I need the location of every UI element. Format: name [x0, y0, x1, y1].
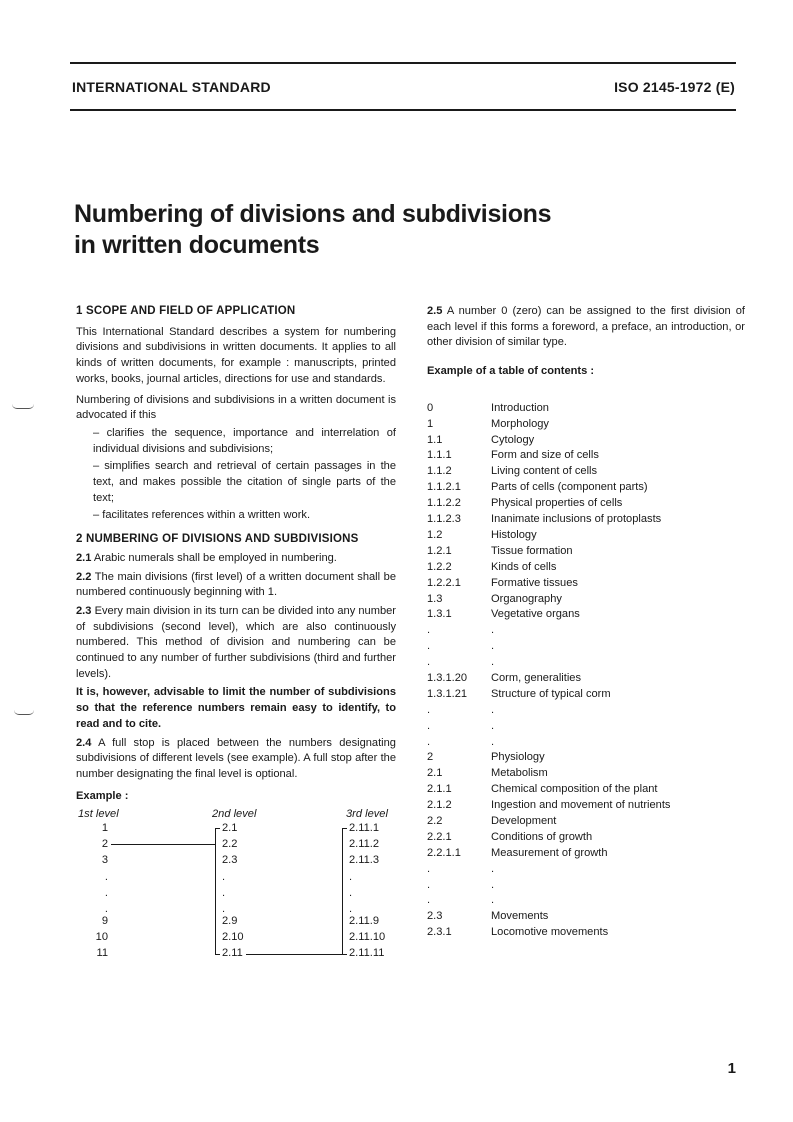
toc-title: Parts of cells (component parts)	[491, 481, 648, 494]
toc-title: Physical properties of cells	[491, 497, 623, 510]
toc-number: 2.2.1.1	[427, 846, 461, 859]
level-entry: 9	[101, 915, 108, 928]
toc-title: Kinds of cells	[491, 560, 557, 573]
list-item: – simplifies search and retrieval of certain passages in the text, and makes possible the citation of single parts of the text;	[93, 460, 396, 504]
toc-title: Corm, generalities	[491, 671, 582, 684]
level-entry: .	[222, 887, 226, 900]
toc-number: 1.3.1.20	[427, 671, 468, 684]
toc-row	[427, 448, 745, 464]
toc-row	[427, 750, 745, 766]
toc-number: 1.2	[427, 528, 443, 541]
level-entry: 2.11.3	[349, 854, 380, 867]
clause-text: Arabic numerals shall be employed in numbering.	[93, 551, 337, 564]
toc-number: 2.1.2	[427, 799, 452, 812]
toc-row	[427, 909, 745, 925]
toc-number: 1.3.1.21	[427, 687, 468, 700]
toc-row	[427, 480, 745, 496]
toc-row	[427, 830, 745, 846]
left-column	[76, 304, 396, 967]
clause-2-2	[76, 570, 396, 601]
level-entry: 2.11	[222, 947, 243, 960]
toc-number: .	[427, 624, 431, 637]
section-1-heading: 1 SCOPE AND FIELD OF APPLICATION	[76, 305, 296, 317]
toc-number: 2.2.1	[427, 830, 452, 843]
level-entry: 2.11.2	[349, 838, 380, 851]
level-entry: 2.11.1	[349, 822, 380, 835]
right-column	[427, 304, 745, 941]
page-title-line-1: Numbering of divisions and subdivisions	[74, 200, 552, 228]
connector-2-to-2-2	[111, 844, 215, 845]
level-entry: 11	[96, 947, 108, 960]
toc-row	[427, 655, 745, 671]
toc-row	[427, 417, 745, 433]
toc-number: 1.1.2	[427, 465, 452, 478]
level-entry: 2.11.9	[349, 915, 380, 928]
bracket-line-2nd-level	[215, 828, 216, 955]
toc-number: 1.1	[427, 433, 443, 446]
toc-number: 2	[427, 751, 434, 764]
level-header: 3rd level	[346, 808, 388, 821]
toc-number: 2.1.1	[427, 783, 452, 796]
table-of-contents	[427, 401, 745, 941]
toc-title: Form and size of cells	[491, 449, 599, 462]
bracket-tick	[215, 828, 220, 829]
toc-title: .	[491, 878, 495, 891]
toc-number: 1.1.2.3	[427, 513, 461, 526]
clause-text: A number 0 (zero) can be assigned to the first division of each level if this forms a foreword, a preface, an introduction, or other division of similar type.	[427, 305, 745, 349]
level-entry: .	[104, 887, 108, 900]
toc-title: .	[491, 624, 495, 637]
toc-row	[427, 862, 745, 878]
level-entry: .	[222, 871, 226, 884]
toc-row	[427, 846, 745, 862]
toc-number: 1.3.1	[427, 608, 452, 621]
level-entry: .	[349, 887, 353, 900]
toc-title: Measurement of growth	[491, 846, 608, 859]
toc-title: Organography	[491, 592, 562, 605]
toc-row	[427, 687, 745, 703]
bracket-tick	[342, 954, 347, 955]
scan-mark	[12, 404, 34, 409]
toc-number: .	[427, 656, 431, 669]
toc-number: .	[427, 703, 431, 716]
toc-number: 2.1	[427, 767, 443, 780]
toc-title: Morphology	[491, 417, 549, 430]
toc-number: 1.2.2	[427, 560, 452, 573]
level-entry: 1	[101, 822, 108, 835]
level-entry: .	[104, 871, 108, 884]
level-entry: 2.3	[222, 854, 238, 867]
toc-title: Formative tissues	[491, 576, 578, 589]
toc-row	[427, 592, 745, 608]
level-entry: 3	[101, 854, 108, 867]
header-rule-bottom	[70, 109, 736, 111]
toc-number: 1.2.1	[427, 544, 452, 557]
header-standard-label: INTERNATIONAL STANDARD	[72, 79, 271, 95]
toc-title: Inanimate inclusions of protoplasts	[491, 513, 662, 526]
toc-title: Introduction	[491, 401, 549, 414]
level-entry: 2.10	[222, 931, 244, 944]
toc-number: .	[427, 735, 431, 748]
toc-row	[427, 814, 745, 830]
level-header: 1st level	[78, 808, 119, 821]
toc-title: .	[491, 735, 495, 748]
toc-title: Physiology	[491, 751, 545, 764]
toc-title: .	[491, 719, 495, 732]
toc-number: .	[427, 878, 431, 891]
header-rule-top	[70, 62, 736, 64]
toc-number: .	[427, 894, 431, 907]
toc-number: 1.1.1	[427, 449, 452, 462]
toc-number: .	[427, 862, 431, 875]
toc-title: Living content of cells	[491, 465, 598, 478]
clause-text: Every main division in its turn can be divided into any number of subdivisions (second level), which are also continuously numbered. This method of division and numbering can be continued to any number of further subdivisions (third and further levels).	[76, 604, 396, 680]
toc-title: Movements	[491, 910, 549, 923]
clause-number: 2.4	[76, 736, 92, 749]
clause-text: The main divisions (first level) of a written document shall be numbered continuously beginning with 1.	[76, 570, 396, 599]
toc-row	[427, 703, 745, 719]
bracket-tick	[342, 828, 347, 829]
toc-title: Cytology	[491, 433, 535, 446]
clause-number: 2.5	[427, 305, 443, 317]
toc-title: .	[491, 862, 495, 875]
level-entry: 2.9	[222, 915, 238, 928]
toc-number: 1.1.2.2	[427, 497, 461, 510]
example-label: Example :	[76, 789, 129, 802]
toc-row	[427, 766, 745, 782]
toc-row	[427, 878, 745, 894]
header-standard-number: ISO 2145-1972 (E)	[614, 79, 735, 95]
toc-row	[427, 639, 745, 655]
toc-number: .	[427, 640, 431, 653]
toc-row	[427, 623, 745, 639]
toc-row	[427, 560, 745, 576]
page-title	[74, 199, 551, 261]
bracket-tick	[215, 954, 220, 955]
level-entry: 2.11.11	[349, 947, 385, 960]
toc-number: 1.2.2.1	[427, 576, 461, 589]
level-entry: .	[349, 903, 353, 916]
toc-row	[427, 401, 745, 417]
toc-title: Tissue formation	[491, 544, 573, 557]
toc-title: Histology	[491, 528, 537, 541]
level-entry: .	[104, 903, 108, 916]
toc-title: Metabolism	[491, 767, 548, 780]
section-1-paragraph: This International Standard describes a system for numbering divisions and subdivisions in written documents. It applies to all kinds of written documents, for example : manuscripts, printed works, books, journal articles, directions for use and standards.	[76, 325, 396, 385]
toc-number: 2.2	[427, 814, 443, 827]
toc-row	[427, 671, 745, 687]
page-title-line-2: in written documents	[74, 231, 320, 259]
toc-row	[427, 528, 745, 544]
clause-2-1	[76, 551, 396, 567]
toc-number: 0	[427, 401, 434, 414]
level-entry: 2	[101, 838, 108, 851]
scan-mark	[14, 710, 34, 715]
list-item: – facilitates references within a written work.	[93, 509, 311, 522]
level-entry: 2.11.10	[349, 931, 386, 944]
list-item: – clarifies the sequence, importance and interrelation of individual divisions and subdivisions;	[93, 426, 396, 455]
toc-title: Chemical composition of the plant	[491, 783, 658, 796]
toc-row	[427, 719, 745, 735]
connector-2-11-to-2-11-11	[246, 954, 342, 955]
toc-title: Locomotive movements	[491, 926, 609, 939]
section-2-heading: 2 NUMBERING OF DIVISIONS AND SUBDIVISIONS	[76, 533, 359, 546]
toc-title: .	[491, 894, 495, 907]
toc-row	[427, 607, 745, 623]
toc-row	[427, 464, 745, 480]
clause-number: 2.3	[76, 604, 92, 617]
page-number: 1	[727, 1060, 736, 1077]
clause-2-3	[76, 604, 396, 683]
level-header: 2nd level	[212, 808, 257, 821]
toc-title: .	[491, 640, 495, 653]
bracket-line-3rd-level	[342, 828, 343, 955]
toc-number: 1	[427, 417, 434, 430]
toc-row	[427, 893, 745, 909]
toc-number: 2.3.1	[427, 926, 452, 939]
toc-row	[427, 735, 745, 751]
toc-row	[427, 496, 745, 512]
toc-title: .	[491, 656, 495, 669]
toc-title: Structure of typical corm	[491, 687, 611, 700]
toc-row	[427, 798, 745, 814]
clause-text: A full stop is placed between the numbers designating subdivisions of different levels (see example). A full stop after the number designating the final level is optional.	[76, 736, 396, 780]
toc-row	[427, 512, 745, 528]
toc-row	[427, 433, 745, 449]
clause-number: 2.1	[76, 551, 92, 564]
clause-2-4	[76, 736, 396, 783]
toc-title: Conditions of growth	[491, 830, 593, 843]
level-entry: .	[349, 871, 353, 884]
toc-number: .	[427, 719, 431, 732]
numbering-levels-diagram	[76, 807, 396, 967]
clause-number: 2.2	[76, 570, 92, 583]
level-entry: .	[222, 903, 226, 916]
toc-number: 2.3	[427, 910, 443, 923]
level-entry: 2.2	[222, 838, 238, 851]
toc-title: Development	[491, 814, 557, 827]
clause-2-5	[427, 304, 745, 351]
toc-label: Example of a table of contents :	[427, 365, 595, 378]
clause-2-3-note: It is, however, advisable to limit the number of subdivisions so that the reference numbers remain easy to identify, to read and to cite.	[76, 686, 396, 730]
toc-number: 1.1.2.1	[427, 481, 461, 494]
toc-title: .	[491, 703, 495, 716]
section-1-paragraph: Numbering of divisions and subdivisions in a written document is advocated if this	[76, 393, 396, 422]
toc-title: Ingestion and movement of nutrients	[491, 799, 671, 812]
toc-row	[427, 782, 745, 798]
toc-title: Vegetative organs	[491, 608, 580, 621]
level-entry: 2.1	[222, 822, 238, 835]
toc-row	[427, 925, 745, 941]
level-entry: 10	[95, 931, 108, 944]
toc-row	[427, 576, 745, 592]
toc-number: 1.3	[427, 592, 443, 605]
toc-row	[427, 544, 745, 560]
